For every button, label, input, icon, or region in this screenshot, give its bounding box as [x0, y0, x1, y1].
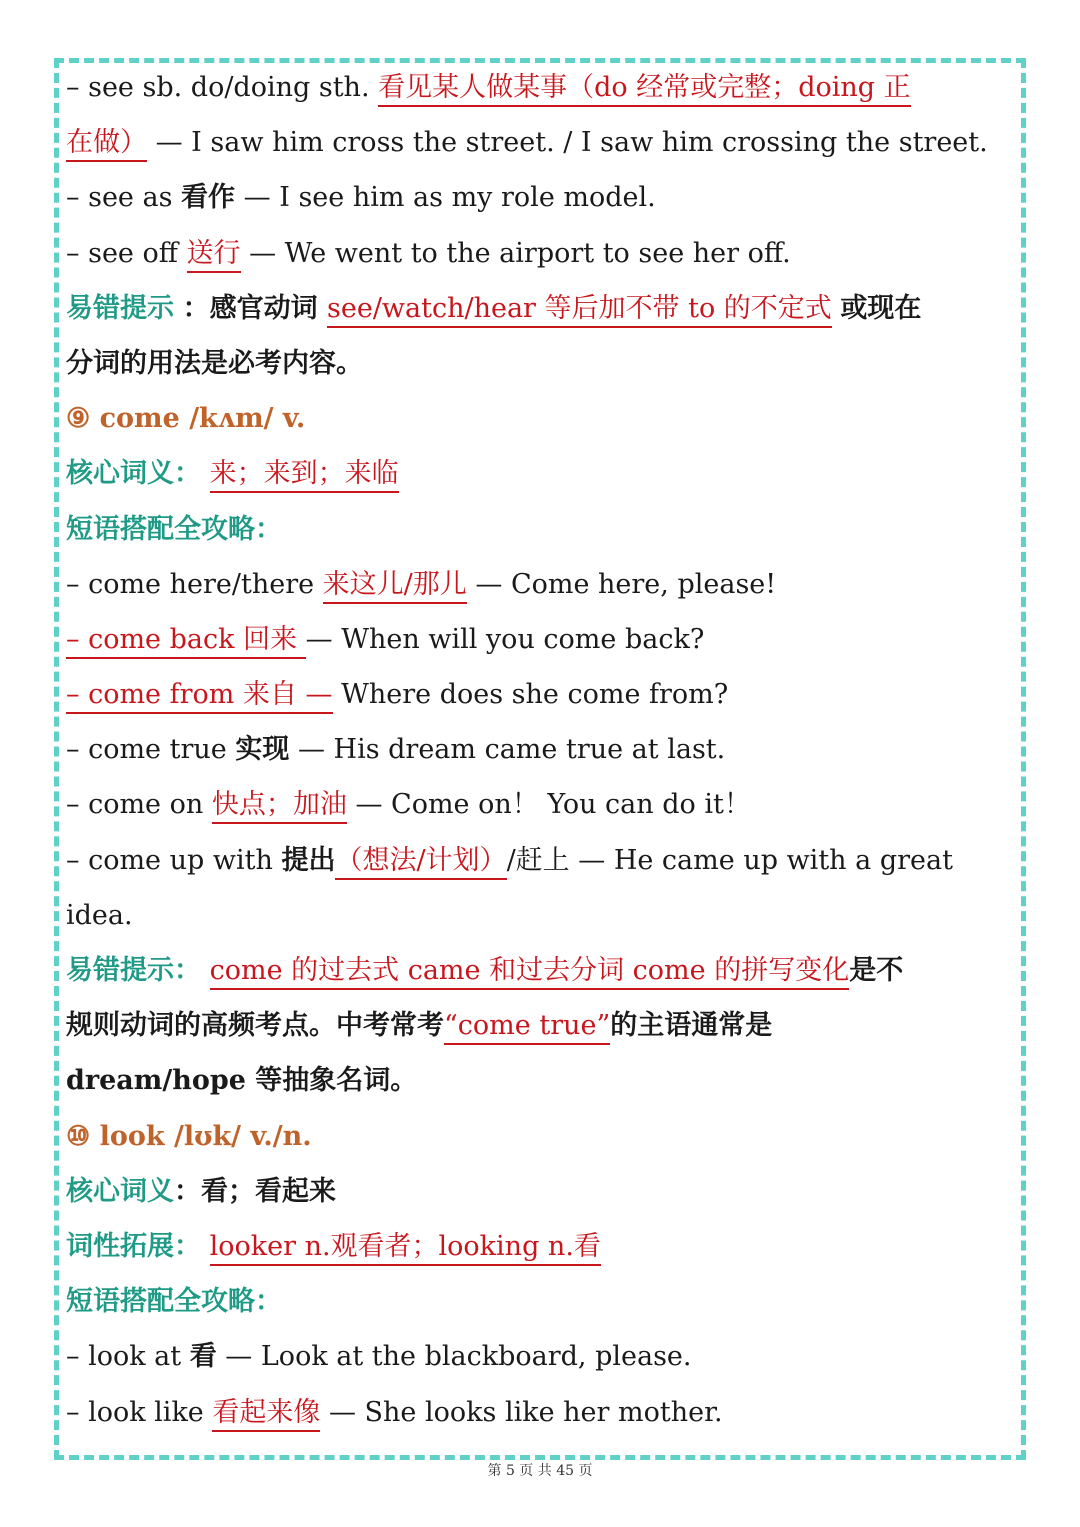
phrase-meaning: 快点；加油: [212, 789, 347, 824]
example-sentence: — I see him as my role model.: [243, 182, 656, 214]
meaning-text: ：看；看起来: [174, 1175, 336, 1207]
example-sentence: — We went to the airport to see her off.: [249, 237, 791, 269]
phrase-text: – come back 回来: [66, 624, 306, 659]
tip-text: 的主语通常是: [610, 1010, 773, 1042]
phrase-text: – come true: [66, 734, 236, 766]
phrase-text: – see sb. do/doing sth.: [66, 72, 379, 103]
phrase-meaning: 看作: [181, 182, 236, 214]
phrase-meaning-highlight: （想法/计划）: [335, 845, 506, 880]
example-sentence: — When will you come back?: [305, 623, 705, 655]
pos-line: [66, 1219, 1016, 1274]
tip-line: [66, 336, 1016, 391]
tip-line: [66, 998, 1016, 1053]
meaning-label: 核心词义: [66, 458, 174, 490]
phrase-text: – come from 来自 —: [66, 679, 333, 714]
tip-highlight: come 的过去式 came 和过去分词 come 的拼写变化: [210, 955, 850, 990]
section-label: 短语搭配全攻略: [66, 1286, 255, 1318]
phrase-line: [66, 226, 1016, 281]
phrase-line: [66, 1385, 1016, 1440]
pos-label: 词性拓展: [66, 1230, 174, 1262]
tip-text: dream/hope 等抽象名词。: [66, 1065, 418, 1097]
word-title: ⑨ come /kʌm/ v.: [66, 403, 306, 435]
meaning-line: [66, 446, 1016, 501]
colon: ：: [174, 1230, 201, 1262]
phrase-text: – look like: [66, 1396, 213, 1428]
tip-highlight: “come true”: [444, 1010, 610, 1045]
tip-line: [66, 1053, 1016, 1108]
example-sentence: idea.: [66, 899, 133, 931]
phrase-meaning: 来这儿/那儿: [323, 569, 467, 604]
phrase-meaning: 看起来像: [212, 1397, 320, 1432]
example-sentence: Where does she come from?: [341, 679, 729, 711]
phrase-line: [66, 557, 1016, 612]
phrase-text: – look at: [66, 1341, 190, 1373]
example-sentence: — I saw him cross the street. / I saw him crossing the street.: [155, 127, 988, 159]
phrase-meaning: 实现: [235, 734, 290, 766]
phrase-line: [66, 115, 1016, 170]
word-heading: [66, 1109, 1016, 1164]
phrase-meaning: 看见某人做某事（do 经常或完整；doing 正: [378, 72, 911, 107]
phrase-meaning: 看: [189, 1341, 217, 1373]
phrase-text: – see off: [66, 237, 187, 269]
phrase-line: [66, 612, 1016, 667]
colon: ：: [255, 513, 282, 545]
page-content: [66, 60, 1016, 1440]
phrase-meaning: 提出: [281, 844, 336, 876]
colon: ：: [174, 955, 201, 986]
tip-text: 是不: [849, 955, 904, 986]
example-sentence: — His dream came true at last.: [297, 734, 726, 766]
meaning-text: 来；来到；来临: [210, 458, 399, 493]
example-sentence: — Come on！ You can do it！: [355, 789, 751, 821]
word-heading: [66, 391, 1016, 446]
tip-label: 易错提示: [66, 292, 174, 324]
meaning-line: [66, 1164, 1016, 1219]
example-sentence: — She looks like her mother.: [328, 1396, 723, 1428]
phrase-line: [66, 888, 1016, 943]
example-sentence: — Look at the blackboard, please.: [225, 1341, 692, 1373]
phrase-text: – come up with: [66, 844, 282, 876]
meaning-label: 核心词义: [66, 1175, 174, 1207]
tip-highlight: see/watch/hear 等后加不带 to 的不定式: [327, 293, 832, 328]
phrase-text: – come on: [66, 789, 212, 821]
section-heading: [66, 502, 1016, 557]
tip-text: 分词的用法是必考内容。: [66, 347, 363, 379]
phrase-line: [66, 1329, 1016, 1384]
phrase-text: – come here/there: [66, 568, 323, 600]
phrase-line: [66, 60, 1016, 115]
word-title: ⑩ look /lʊk/ v./n.: [66, 1120, 312, 1152]
colon: ：: [255, 1286, 282, 1318]
phrase-line: [66, 722, 1016, 777]
example-sentence: /赶上 — He came up with a great: [506, 844, 953, 876]
tip-line: [66, 943, 1016, 998]
page-footer: 第 5 页 共 45 页: [487, 1463, 593, 1479]
phrase-line: [66, 170, 1016, 225]
pos-text: looker n.观看者；looking n.看: [210, 1231, 601, 1266]
tip-text: 或现在: [840, 292, 922, 324]
tip-text: ：感官动词: [182, 292, 327, 324]
example-sentence: — Come here, please!: [475, 568, 777, 600]
phrase-line: [66, 667, 1016, 722]
section-label: 短语搭配全攻略: [66, 513, 255, 545]
phrase-text: – see as: [66, 182, 182, 214]
tip-label: 易错提示: [66, 955, 174, 986]
phrase-meaning: 送行: [187, 238, 241, 273]
colon: ：: [174, 458, 201, 490]
phrase-line: [66, 833, 1016, 888]
phrase-line: [66, 777, 1016, 832]
section-heading: [66, 1274, 1016, 1329]
tip-text: 规则动词的高频考点。中考常考: [66, 1010, 444, 1042]
phrase-meaning: 在做）: [66, 127, 147, 162]
tip-line: [66, 281, 1016, 336]
